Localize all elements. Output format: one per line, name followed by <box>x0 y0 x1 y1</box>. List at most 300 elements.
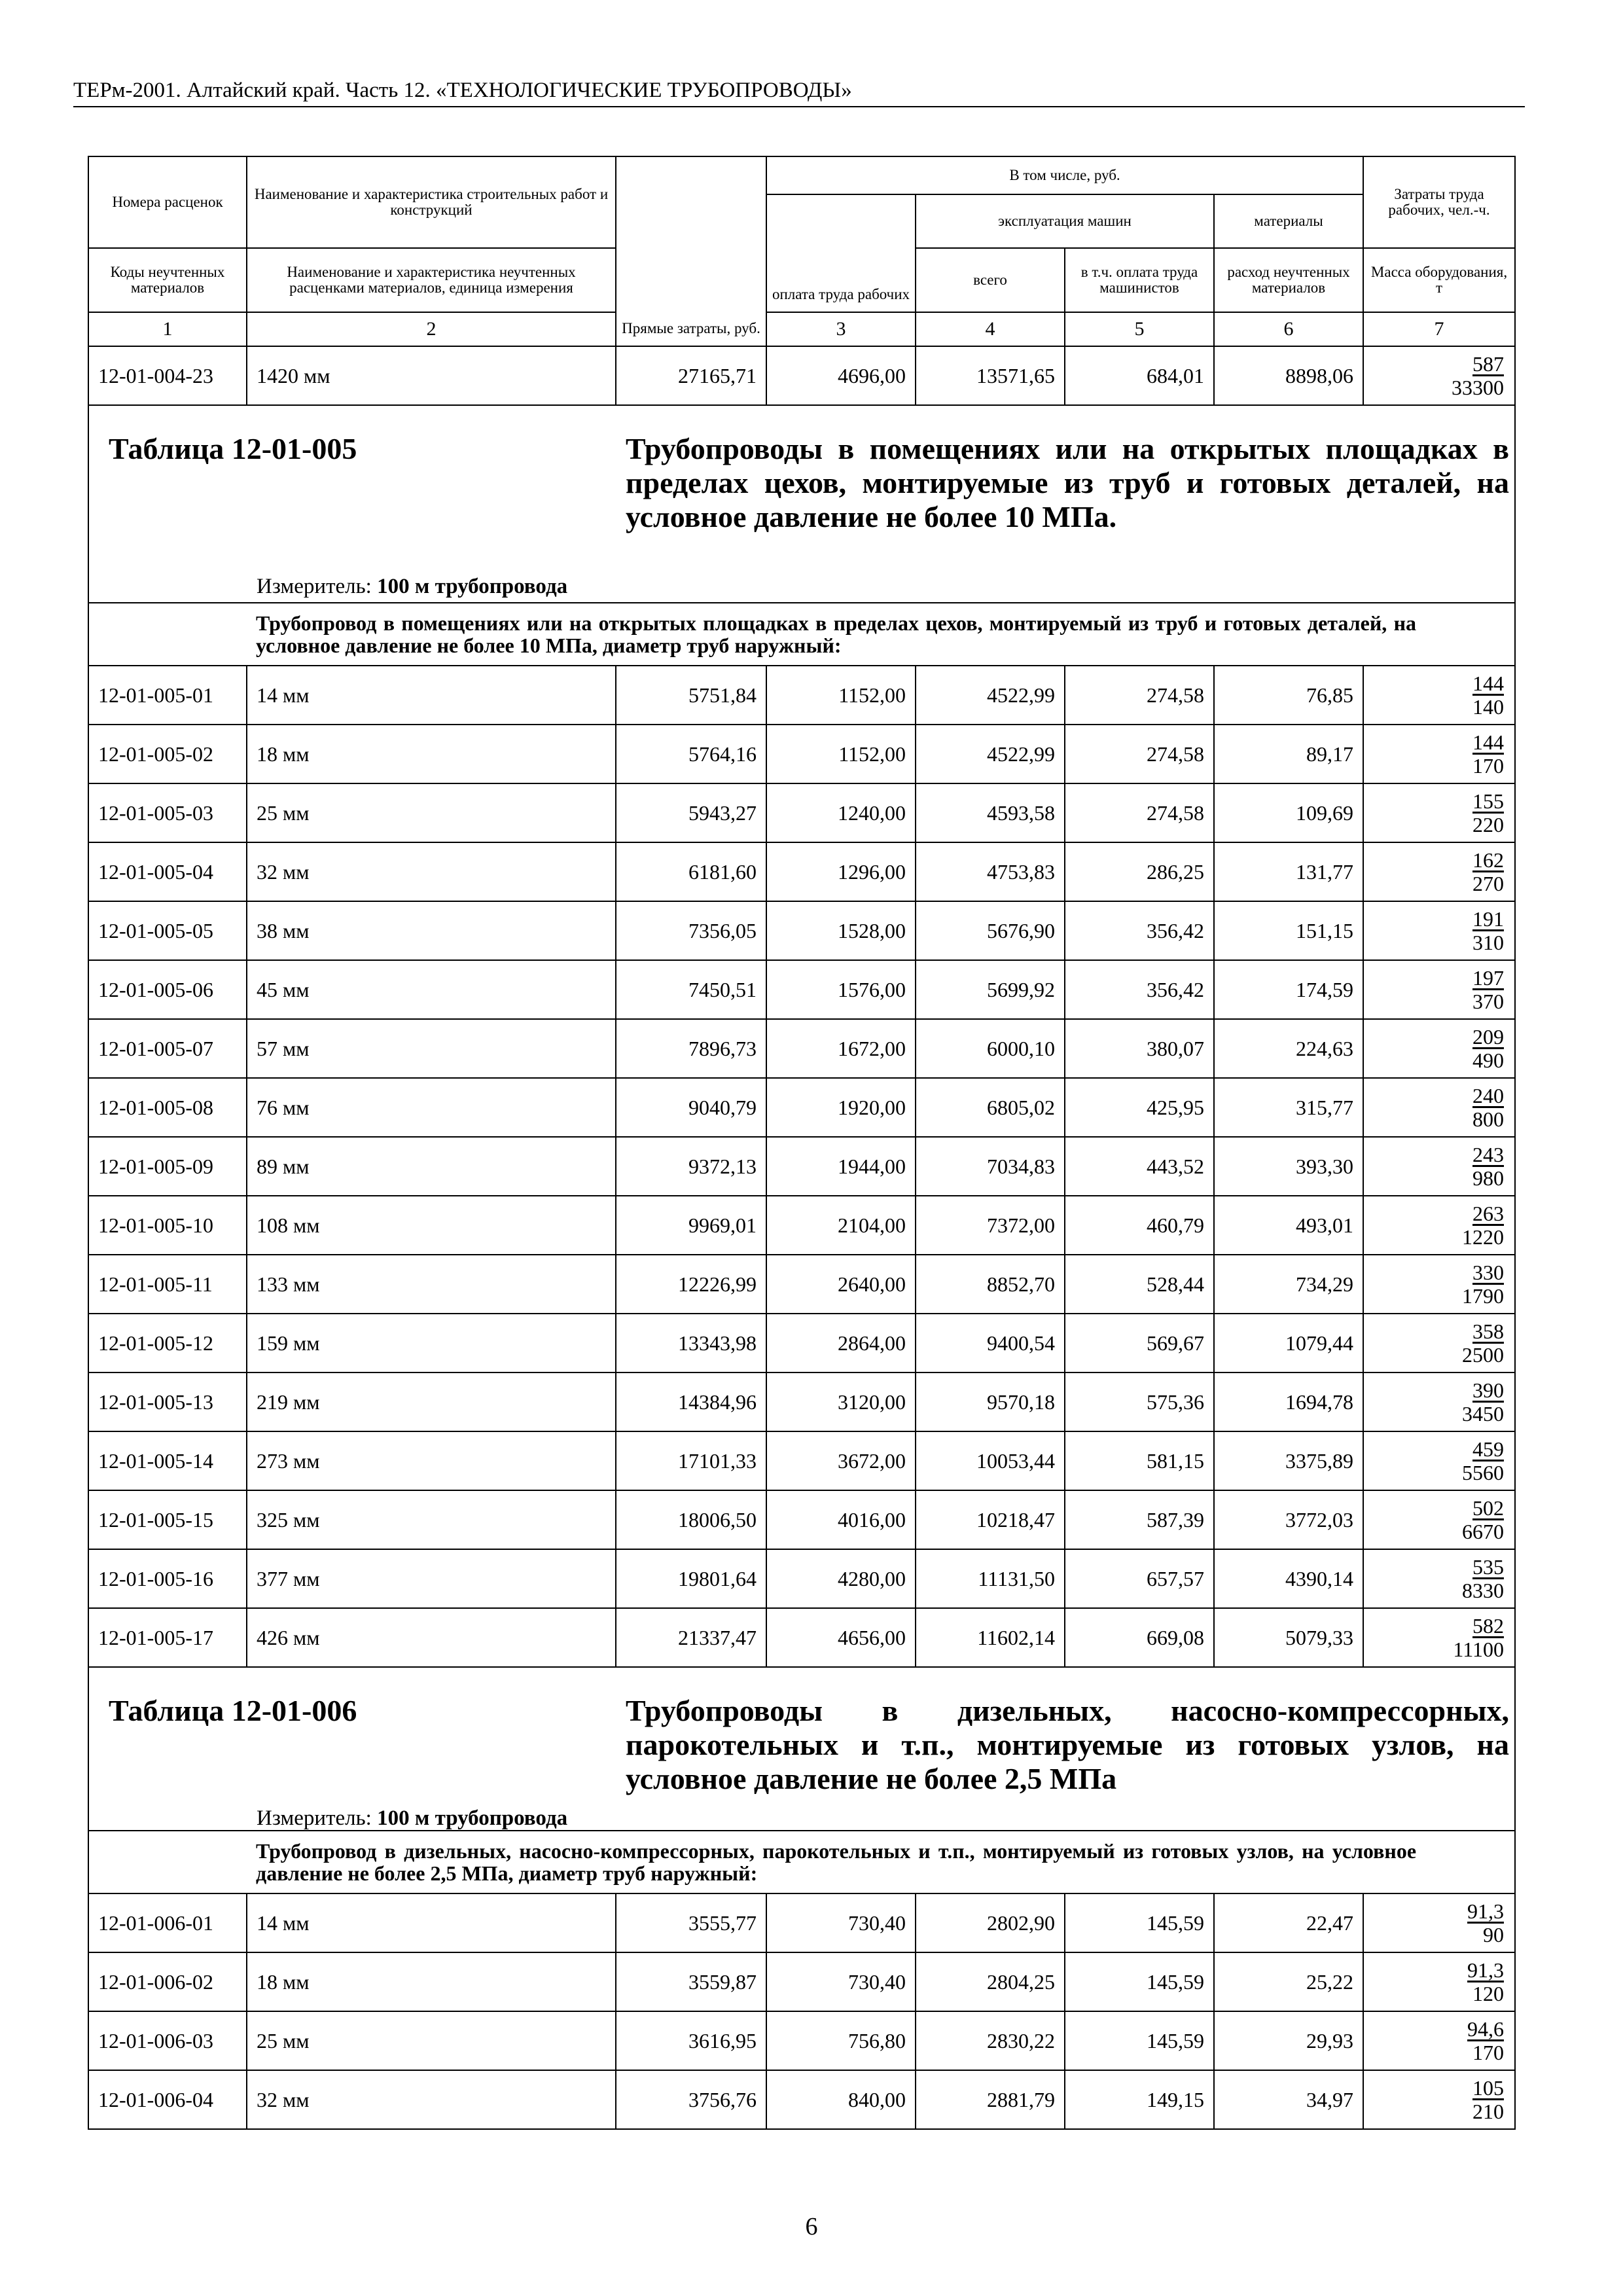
labor-cost-value: 144 <box>1472 671 1505 695</box>
labor-mass-fraction <box>1467 1958 1504 2005</box>
materials-cost: 734,29 <box>1214 1255 1363 1314</box>
equipment-mass-value: 2500 <box>1462 1342 1505 1367</box>
table-title: Таблица 12-01-006 <box>109 1694 357 1727</box>
labor-mass-fraction <box>1452 352 1504 399</box>
col-number: 3 <box>766 312 916 346</box>
direct-costs: 27165,71 <box>616 346 766 405</box>
pipe-diameter: 45 мм <box>247 960 616 1019</box>
header-row-1 <box>88 156 1515 194</box>
worker-pay: 1152,00 <box>766 725 916 783</box>
labor-mass-fraction <box>1472 1084 1504 1131</box>
labor-mass-fraction <box>1472 2076 1504 2123</box>
direct-costs: 3559,87 <box>616 1952 766 2011</box>
labor-cost-value: 358 <box>1472 1319 1505 1343</box>
pipe-diameter: 32 мм <box>247 842 616 901</box>
direct-costs: 3756,76 <box>616 2070 766 2129</box>
rate-code: 12-01-005-05 <box>88 901 247 960</box>
rate-code: 12-01-006-02 <box>88 1952 247 2011</box>
rate-code: 12-01-005-10 <box>88 1196 247 1255</box>
worker-pay: 1672,00 <box>766 1019 916 1078</box>
machinist-pay: 380,07 <box>1065 1019 1214 1078</box>
rate-code: 12-01-004-23 <box>88 346 247 405</box>
col-direct-costs: Прямые затраты, руб. <box>616 156 766 346</box>
labor-mass-fraction <box>1467 2017 1504 2064</box>
materials-cost: 174,59 <box>1214 960 1363 1019</box>
measure-unit <box>257 1806 567 1830</box>
pipe-diameter: 108 мм <box>247 1196 616 1255</box>
worker-pay: 1920,00 <box>766 1078 916 1137</box>
rate-code: 12-01-005-01 <box>88 666 247 725</box>
rate-code: 12-01-005-03 <box>88 783 247 842</box>
equipment-mass-value: 170 <box>1472 753 1505 778</box>
machinist-pay: 356,42 <box>1065 960 1214 1019</box>
worker-pay: 1576,00 <box>766 960 916 1019</box>
equipment-mass-value: 1790 <box>1462 1283 1505 1308</box>
table-row <box>88 1893 1515 1952</box>
section-header <box>88 405 1515 603</box>
worker-pay: 756,80 <box>766 2011 916 2070</box>
direct-costs: 18006,50 <box>616 1490 766 1549</box>
materials-cost: 109,69 <box>1214 783 1363 842</box>
machine-total: 5699,92 <box>916 960 1065 1019</box>
labor-mass-fraction <box>1472 789 1504 836</box>
col-machinist-pay: в т.ч. оплата труда машинистов <box>1065 248 1214 312</box>
worker-pay: 4696,00 <box>766 346 916 405</box>
labor-mass-cell <box>1363 1078 1515 1137</box>
table-row <box>88 1078 1515 1137</box>
worker-pay: 4016,00 <box>766 1490 916 1549</box>
pipe-diameter: 133 мм <box>247 1255 616 1314</box>
labor-mass-fraction <box>1462 1261 1504 1308</box>
equipment-mass-value: 170 <box>1472 2040 1505 2064</box>
direct-costs: 19801,64 <box>616 1549 766 1608</box>
machinist-pay: 669,08 <box>1065 1608 1214 1667</box>
col-number: 4 <box>916 312 1065 346</box>
rate-code: 12-01-005-04 <box>88 842 247 901</box>
rate-code: 12-01-005-02 <box>88 725 247 783</box>
labor-mass-fraction <box>1472 730 1504 778</box>
labor-mass-fraction <box>1472 907 1504 954</box>
pipe-diameter: 89 мм <box>247 1137 616 1196</box>
direct-costs: 3555,77 <box>616 1893 766 1952</box>
labor-cost-value: 582 <box>1472 1613 1505 1638</box>
machine-total: 4522,99 <box>916 666 1065 725</box>
col-unaccounted-codes: Коды неучтенных материалов <box>88 248 247 312</box>
direct-costs: 21337,47 <box>616 1608 766 1667</box>
machinist-pay: 425,95 <box>1065 1078 1214 1137</box>
rate-code: 12-01-005-15 <box>88 1490 247 1549</box>
equipment-mass-value: 3450 <box>1462 1401 1505 1426</box>
machine-total: 2804,25 <box>916 1952 1065 2011</box>
worker-pay: 2640,00 <box>766 1255 916 1314</box>
pipe-diameter: 273 мм <box>247 1431 616 1490</box>
table-row <box>88 842 1515 901</box>
rate-code: 12-01-005-08 <box>88 1078 247 1137</box>
materials-cost: 315,77 <box>1214 1078 1363 1137</box>
direct-costs: 6181,60 <box>616 842 766 901</box>
equipment-mass-value: 1220 <box>1462 1225 1505 1249</box>
labor-mass-cell <box>1363 1255 1515 1314</box>
direct-costs: 5764,16 <box>616 725 766 783</box>
labor-cost-value: 91,3 <box>1467 1899 1505 1923</box>
pipe-diameter: 18 мм <box>247 1952 616 2011</box>
col-rate-numbers: Номера расценок <box>88 156 247 248</box>
pipe-diameter: 38 мм <box>247 901 616 960</box>
table-description: Трубопроводы в дизельных, насосно-компрессорных, парокотельных и т.п., монтируемые из готовых узлов, на условное давление не более 2,5 МПа <box>626 1694 1509 1795</box>
table-subheading: Трубопровод в дизельных, насосно-компрессорных, парокотельных и т.п., монтируемый из готовых узлов, на условное давление не более 2,5 МПа, диаметр труб наружный: <box>88 1831 1515 1893</box>
section-header-row <box>88 405 1515 603</box>
rate-code: 12-01-005-12 <box>88 1314 247 1372</box>
col-number: 1 <box>88 312 247 346</box>
table-row <box>88 2070 1515 2129</box>
worker-pay: 2104,00 <box>766 1196 916 1255</box>
equipment-mass-value: 980 <box>1472 1166 1505 1190</box>
machinist-pay: 575,36 <box>1065 1372 1214 1431</box>
machinist-pay: 274,58 <box>1065 725 1214 783</box>
materials-cost: 4390,14 <box>1214 1549 1363 1608</box>
labor-mass-cell <box>1363 666 1515 725</box>
pipe-diameter: 25 мм <box>247 783 616 842</box>
worker-pay: 1240,00 <box>766 783 916 842</box>
equipment-mass-value: 800 <box>1472 1107 1505 1131</box>
col-number: 5 <box>1065 312 1214 346</box>
equipment-mass-value: 490 <box>1472 1048 1505 1072</box>
labor-mass-cell <box>1363 1893 1515 1952</box>
machinist-pay: 657,57 <box>1065 1549 1214 1608</box>
col-labor-cost: Затраты труда рабочих, чел.-ч. <box>1363 156 1515 248</box>
machinist-pay: 356,42 <box>1065 901 1214 960</box>
worker-pay: 4656,00 <box>766 1608 916 1667</box>
table-row <box>88 783 1515 842</box>
rate-code: 12-01-005-13 <box>88 1372 247 1431</box>
col-materials: материалы <box>1214 194 1363 248</box>
machine-total: 2881,79 <box>916 2070 1065 2129</box>
col-number: 6 <box>1214 312 1363 346</box>
rate-code: 12-01-006-04 <box>88 2070 247 2129</box>
pipe-diameter: 426 мм <box>247 1608 616 1667</box>
labor-mass-cell <box>1363 960 1515 1019</box>
labor-cost-value: 502 <box>1472 1496 1505 1520</box>
labor-cost-value: 243 <box>1472 1142 1505 1166</box>
col-total: всего <box>916 248 1065 312</box>
machine-total: 4753,83 <box>916 842 1065 901</box>
table-row <box>88 1372 1515 1431</box>
labor-cost-value: 209 <box>1472 1024 1505 1049</box>
equipment-mass-value: 6670 <box>1462 1519 1505 1543</box>
pipe-diameter: 76 мм <box>247 1078 616 1137</box>
pipe-diameter: 377 мм <box>247 1549 616 1608</box>
labor-mass-cell <box>1363 2011 1515 2070</box>
machinist-pay: 286,25 <box>1065 842 1214 901</box>
labor-cost-value: 191 <box>1472 906 1505 931</box>
table-row <box>88 1431 1515 1490</box>
labor-mass-fraction <box>1472 672 1504 719</box>
labor-mass-cell <box>1363 1137 1515 1196</box>
equipment-mass-value: 210 <box>1472 2099 1505 2123</box>
col-unaccounted-names: Наименование и характеристика неучтенных расценками материалов, единица измерения <box>247 248 616 312</box>
machinist-pay: 149,15 <box>1065 2070 1214 2129</box>
table-row <box>88 1549 1515 1608</box>
labor-mass-cell <box>1363 1196 1515 1255</box>
worker-pay: 1296,00 <box>766 842 916 901</box>
machine-total: 2802,90 <box>916 1893 1065 1952</box>
materials-cost: 5079,33 <box>1214 1608 1363 1667</box>
direct-costs: 12226,99 <box>616 1255 766 1314</box>
machine-total: 6000,10 <box>916 1019 1065 1078</box>
labor-cost-value: 105 <box>1472 2075 1505 2100</box>
table-row <box>88 1952 1515 2011</box>
machinist-pay: 569,67 <box>1065 1314 1214 1372</box>
labor-mass-fraction <box>1472 1025 1504 1072</box>
equipment-mass-value: 33300 <box>1452 375 1505 399</box>
table-row <box>88 901 1515 960</box>
direct-costs: 14384,96 <box>616 1372 766 1431</box>
pipe-diameter: 18 мм <box>247 725 616 783</box>
measure-value: 100 м трубопровода <box>377 575 568 598</box>
materials-cost: 3375,89 <box>1214 1431 1363 1490</box>
materials-cost: 393,30 <box>1214 1137 1363 1196</box>
rate-code: 12-01-006-03 <box>88 2011 247 2070</box>
machinist-pay: 587,39 <box>1065 1490 1214 1549</box>
worker-pay: 1944,00 <box>766 1137 916 1196</box>
table-row <box>88 1314 1515 1372</box>
page-number: 6 <box>805 2213 818 2240</box>
machinist-pay: 274,58 <box>1065 666 1214 725</box>
machine-total: 2830,22 <box>916 2011 1065 2070</box>
direct-costs: 7356,05 <box>616 901 766 960</box>
page-header: ТЕРм-2001. Алтайский край. Часть 12. «ТЕХНОЛОГИЧЕСКИЕ ТРУБОПРОВОДЫ» <box>73 79 852 102</box>
section-header <box>88 1667 1515 1831</box>
rate-code: 12-01-005-16 <box>88 1549 247 1608</box>
table-row <box>88 1137 1515 1196</box>
col-work-name: Наименование и характеристика строительных работ и конструкций <box>247 156 616 248</box>
worker-pay: 4280,00 <box>766 1549 916 1608</box>
pipe-diameter: 325 мм <box>247 1490 616 1549</box>
table-title: Таблица 12-01-005 <box>109 432 357 465</box>
machine-total: 6805,02 <box>916 1078 1065 1137</box>
col-including: В том числе, руб. <box>766 156 1363 194</box>
worker-pay: 2864,00 <box>766 1314 916 1372</box>
table-row <box>88 725 1515 783</box>
worker-pay: 840,00 <box>766 2070 916 2129</box>
pipe-diameter: 14 мм <box>247 1893 616 1952</box>
materials-cost: 224,63 <box>1214 1019 1363 1078</box>
machinist-pay: 145,59 <box>1065 1893 1214 1952</box>
materials-cost: 22,47 <box>1214 1893 1363 1952</box>
machine-total: 7034,83 <box>916 1137 1065 1196</box>
table-row <box>88 666 1515 725</box>
table-row <box>88 960 1515 1019</box>
labor-mass-cell <box>1363 1490 1515 1549</box>
machine-total: 8852,70 <box>916 1255 1065 1314</box>
materials-cost: 25,22 <box>1214 1952 1363 2011</box>
rate-code: 12-01-005-09 <box>88 1137 247 1196</box>
labor-cost-value: 390 <box>1472 1378 1505 1402</box>
table-subheading: Трубопровод в помещениях или на открытых площадках в пределах цехов, монтируемый из труб и готовых деталей, на условное давление не более 10 МПа, диаметр труб наружный: <box>88 603 1515 666</box>
pipe-diameter: 32 мм <box>247 2070 616 2129</box>
direct-costs: 17101,33 <box>616 1431 766 1490</box>
labor-mass-fraction <box>1462 1378 1504 1426</box>
worker-pay: 730,40 <box>766 1952 916 2011</box>
labor-cost-value: 459 <box>1472 1437 1505 1461</box>
table-row <box>88 1490 1515 1549</box>
labor-mass-fraction <box>1467 1899 1504 1946</box>
labor-cost-value: 94,6 <box>1467 2017 1505 2041</box>
equipment-mass-value: 8330 <box>1462 1578 1505 1602</box>
machinist-pay: 684,01 <box>1065 346 1214 405</box>
labor-mass-cell <box>1363 783 1515 842</box>
header-rule <box>73 106 1525 107</box>
machine-total: 4522,99 <box>916 725 1065 783</box>
pipe-diameter: 219 мм <box>247 1372 616 1431</box>
labor-cost-value: 240 <box>1472 1083 1505 1107</box>
labor-mass-fraction <box>1472 848 1504 895</box>
materials-cost: 1694,78 <box>1214 1372 1363 1431</box>
labor-mass-cell <box>1363 1608 1515 1667</box>
measure-value: 100 м трубопровода <box>377 1806 568 1830</box>
rates-table <box>88 156 1516 2130</box>
labor-cost-value: 162 <box>1472 848 1505 872</box>
worker-pay: 1152,00 <box>766 666 916 725</box>
direct-costs: 5751,84 <box>616 666 766 725</box>
materials-cost: 8898,06 <box>1214 346 1363 405</box>
worker-pay: 3672,00 <box>766 1431 916 1490</box>
rate-code: 12-01-006-01 <box>88 1893 247 1952</box>
labor-mass-fraction <box>1472 966 1504 1013</box>
labor-mass-cell <box>1363 2070 1515 2129</box>
measure-label: Измеритель: <box>257 1806 372 1830</box>
direct-costs: 9969,01 <box>616 1196 766 1255</box>
labor-mass-cell <box>1363 842 1515 901</box>
labor-mass-cell <box>1363 1549 1515 1608</box>
subheading-row <box>88 1831 1515 1893</box>
measure-label: Измеритель: <box>257 575 372 598</box>
rate-code: 12-01-005-14 <box>88 1431 247 1490</box>
machine-total: 9570,18 <box>916 1372 1065 1431</box>
machinist-pay: 145,59 <box>1065 2011 1214 2070</box>
machine-total: 7372,00 <box>916 1196 1065 1255</box>
direct-costs: 3616,95 <box>616 2011 766 2070</box>
labor-cost-value: 263 <box>1472 1201 1505 1225</box>
labor-cost-value: 197 <box>1472 965 1505 990</box>
labor-mass-cell <box>1363 1952 1515 2011</box>
machine-total: 4593,58 <box>916 783 1065 842</box>
rate-code: 12-01-005-17 <box>88 1608 247 1667</box>
materials-cost: 29,93 <box>1214 2011 1363 2070</box>
labor-mass-cell <box>1363 901 1515 960</box>
col-number: 7 <box>1363 312 1515 346</box>
col-unaccounted-consumption: расход неучтенных материалов <box>1214 248 1363 312</box>
table-row <box>88 346 1515 405</box>
materials-cost: 89,17 <box>1214 725 1363 783</box>
labor-mass-fraction <box>1462 1555 1504 1602</box>
rate-code: 12-01-005-07 <box>88 1019 247 1078</box>
labor-mass-cell <box>1363 346 1515 405</box>
machinist-pay: 443,52 <box>1065 1137 1214 1196</box>
labor-mass-cell <box>1363 1314 1515 1372</box>
pipe-diameter: 57 мм <box>247 1019 616 1078</box>
col-number: 2 <box>247 312 616 346</box>
worker-pay: 1528,00 <box>766 901 916 960</box>
equipment-mass-value: 220 <box>1472 812 1505 836</box>
labor-mass-fraction <box>1462 1437 1504 1484</box>
pipe-diameter: 159 мм <box>247 1314 616 1372</box>
equipment-mass-value: 90 <box>1483 1922 1505 1946</box>
labor-mass-cell <box>1363 1372 1515 1431</box>
materials-cost: 3772,03 <box>1214 1490 1363 1549</box>
worker-pay: 730,40 <box>766 1893 916 1952</box>
machinist-pay: 145,59 <box>1065 1952 1214 2011</box>
direct-costs: 5943,27 <box>616 783 766 842</box>
direct-costs: 7896,73 <box>616 1019 766 1078</box>
direct-costs: 9040,79 <box>616 1078 766 1137</box>
materials-cost: 34,97 <box>1214 2070 1363 2129</box>
direct-costs: 7450,51 <box>616 960 766 1019</box>
rate-code: 12-01-005-06 <box>88 960 247 1019</box>
direct-costs: 9372,13 <box>616 1137 766 1196</box>
labor-cost-value: 535 <box>1472 1554 1505 1579</box>
equipment-mass-value: 270 <box>1472 871 1505 895</box>
labor-mass-fraction <box>1462 1202 1504 1249</box>
pipe-diameter: 14 мм <box>247 666 616 725</box>
col-machine-operation: эксплуатация машин <box>916 194 1214 248</box>
labor-mass-fraction <box>1462 1496 1504 1543</box>
table-row <box>88 2011 1515 2070</box>
pipe-diameter: 25 мм <box>247 2011 616 2070</box>
machine-total: 13571,65 <box>916 346 1065 405</box>
machine-total: 5676,90 <box>916 901 1065 960</box>
equipment-mass-value: 5560 <box>1462 1460 1505 1484</box>
equipment-mass-value: 11100 <box>1453 1637 1505 1661</box>
column-number-row <box>88 312 1515 346</box>
materials-cost: 1079,44 <box>1214 1314 1363 1372</box>
labor-mass-fraction <box>1453 1614 1504 1661</box>
equipment-mass-value: 120 <box>1472 1981 1505 2005</box>
worker-pay: 3120,00 <box>766 1372 916 1431</box>
labor-mass-cell <box>1363 1431 1515 1490</box>
machine-total: 10053,44 <box>916 1431 1065 1490</box>
labor-mass-cell <box>1363 725 1515 783</box>
materials-cost: 151,15 <box>1214 901 1363 960</box>
labor-mass-cell <box>1363 1019 1515 1078</box>
equipment-mass-value: 370 <box>1472 989 1505 1013</box>
machinist-pay: 581,15 <box>1065 1431 1214 1490</box>
equipment-mass-value: 140 <box>1472 694 1505 719</box>
subheading-row <box>88 603 1515 666</box>
machine-total: 11602,14 <box>916 1608 1065 1667</box>
table-description: Трубопроводы в помещениях или на открытых площадках в пределах цехов, монтируемые из труб и готовых деталей, на условное давление не более 10 МПа. <box>626 432 1509 533</box>
measure-unit <box>257 575 567 598</box>
labor-cost-value: 587 <box>1472 351 1505 376</box>
pipe-diameter: 1420 мм <box>247 346 616 405</box>
table-row <box>88 1196 1515 1255</box>
machinist-pay: 528,44 <box>1065 1255 1214 1314</box>
rate-code: 12-01-005-11 <box>88 1255 247 1314</box>
machine-total: 10218,47 <box>916 1490 1065 1549</box>
section-header-row <box>88 1667 1515 1831</box>
labor-cost-value: 155 <box>1472 789 1505 813</box>
table-row <box>88 1019 1515 1078</box>
machine-total: 9400,54 <box>916 1314 1065 1372</box>
table-row <box>88 1255 1515 1314</box>
labor-mass-fraction <box>1472 1143 1504 1190</box>
labor-mass-fraction <box>1462 1319 1504 1367</box>
equipment-mass-value: 310 <box>1472 930 1505 954</box>
labor-cost-value: 144 <box>1472 730 1505 754</box>
table-row <box>88 1608 1515 1667</box>
labor-cost-value: 330 <box>1472 1260 1505 1284</box>
machinist-pay: 274,58 <box>1065 783 1214 842</box>
